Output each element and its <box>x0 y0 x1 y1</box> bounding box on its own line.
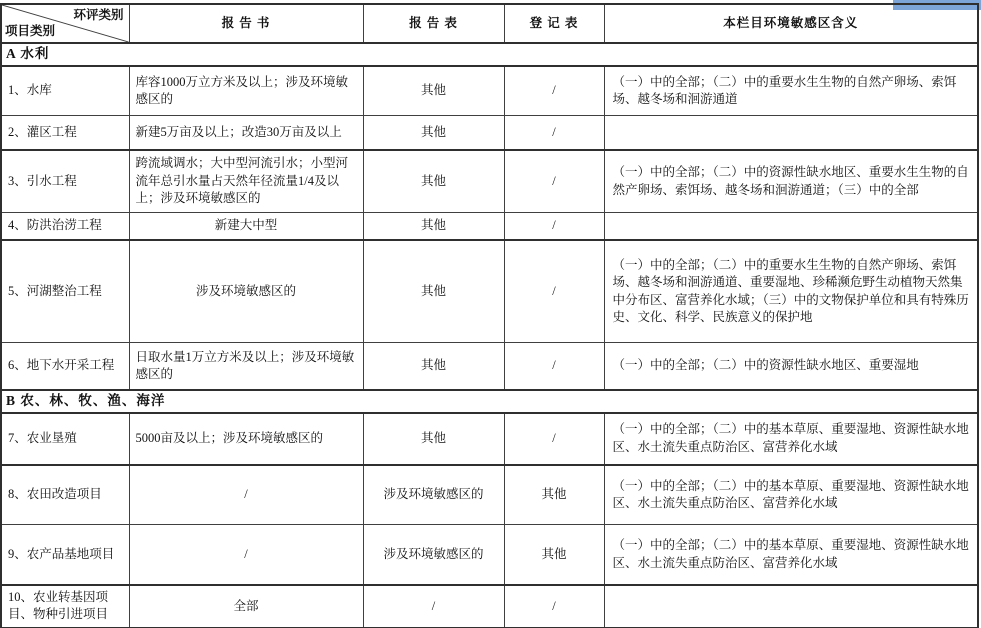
registration-form-cell: / <box>504 585 604 628</box>
registration-form-cell: / <box>504 413 604 465</box>
meaning-cell: （一）中的全部；（二）中的资源性缺水地区、重要水生生物的自然产卵场、索饵场、越冬场和洄游通道；（三）中的全部 <box>604 150 978 213</box>
registration-form-cell: / <box>504 150 604 213</box>
report-book-cell: 5000亩及以上；涉及环境敏感区的 <box>129 413 363 465</box>
report-book-cell: 日取水量1万立方米及以上；涉及环境敏感区的 <box>129 343 363 390</box>
header-eia-category: 环评类别 <box>73 8 124 22</box>
report-book-cell: / <box>129 465 363 525</box>
registration-form-cell: 其他 <box>504 465 604 525</box>
table-row <box>1 465 978 525</box>
meaning-cell <box>604 585 978 628</box>
table-header-row <box>1 4 978 43</box>
project-category-cell: 3、引水工程 <box>1 150 129 213</box>
eia-classification-table <box>0 3 979 628</box>
table-row <box>1 213 978 240</box>
section-b-label: B 农、林、牧、渔、海洋 <box>1 390 978 413</box>
report-form-cell: 其他 <box>363 66 504 116</box>
report-form-cell: 涉及环境敏感区的 <box>363 465 504 525</box>
table-row <box>1 116 978 150</box>
report-form-cell: 其他 <box>363 343 504 390</box>
project-category-cell: 9、农产品基地项目 <box>1 525 129 585</box>
report-form-cell: 其他 <box>363 150 504 213</box>
registration-form-cell: / <box>504 240 604 343</box>
meaning-cell: （一）中的全部；（二）中的重要水生生物的自然产卵场、索饵场、越冬场和洄游通道 <box>604 66 978 116</box>
report-form-cell: 涉及环境敏感区的 <box>363 525 504 585</box>
registration-form-cell: / <box>504 116 604 150</box>
header-sensitive-area-meaning: 本栏目环境敏感区含义 <box>604 4 978 43</box>
project-category-cell: 4、防洪治涝工程 <box>1 213 129 240</box>
project-category-cell: 6、地下水开采工程 <box>1 343 129 390</box>
meaning-cell: （一）中的全部；（二）中的基本草原、重要湿地、资源性缺水地区、水土流失重点防治区、富营养化水域 <box>604 413 978 465</box>
section-row-a <box>1 43 978 66</box>
table-row <box>1 585 978 628</box>
meaning-cell <box>604 213 978 240</box>
registration-form-cell: / <box>504 213 604 240</box>
table-row <box>1 150 978 213</box>
project-category-cell: 8、农田改造项目 <box>1 465 129 525</box>
project-category-cell: 2、灌区工程 <box>1 116 129 150</box>
meaning-cell: （一）中的全部；（二）中的基本草原、重要湿地、资源性缺水地区、水土流失重点防治区、富营养化水域 <box>604 465 978 525</box>
diagonal-header-cell <box>1 4 129 43</box>
meaning-cell <box>604 116 978 150</box>
table-row <box>1 240 978 343</box>
registration-form-cell: 其他 <box>504 525 604 585</box>
report-book-cell: 跨流域调水；大中型河流引水；小型河流年总引水量占天然年径流量1/4及以上；涉及环境敏感区的 <box>129 150 363 213</box>
meaning-cell: （一）中的全部；（二）中的重要水生生物的自然产卵场、索饵场、越冬场和洄游通道、重要湿地、珍稀濒危野生动植物天然集中分布区、富营养化水域；（三）中的文物保护单位和具有特殊历史、文化、科学、民族意义的保护地 <box>604 240 978 343</box>
project-category-cell: 5、河湖整治工程 <box>1 240 129 343</box>
project-category-cell: 10、农业转基因项目、物种引进项目 <box>1 585 129 628</box>
report-book-cell: 涉及环境敏感区的 <box>129 240 363 343</box>
report-form-cell: 其他 <box>363 413 504 465</box>
table-row <box>1 343 978 390</box>
project-category-cell: 7、农业垦殖 <box>1 413 129 465</box>
report-book-cell: 库容1000万立方米及以上；涉及环境敏感区的 <box>129 66 363 116</box>
report-form-cell: 其他 <box>363 116 504 150</box>
header-registration-form: 登 记 表 <box>504 4 604 43</box>
table-row <box>1 66 978 116</box>
report-form-cell: 其他 <box>363 240 504 343</box>
header-report-form: 报 告 表 <box>363 4 504 43</box>
header-project-category: 项目类别 <box>5 23 56 38</box>
registration-form-cell: / <box>504 66 604 116</box>
report-form-cell: 其他 <box>363 213 504 240</box>
report-form-cell: / <box>363 585 504 628</box>
section-a-label: A 水利 <box>1 43 978 66</box>
meaning-cell: （一）中的全部；（二）中的基本草原、重要湿地、资源性缺水地区、水土流失重点防治区、富营养化水域 <box>604 525 978 585</box>
project-category-cell: 1、水库 <box>1 66 129 116</box>
report-book-cell: 新建大中型 <box>129 213 363 240</box>
table-row <box>1 413 978 465</box>
header-report-book: 报 告 书 <box>129 4 363 43</box>
section-row-b <box>1 390 978 413</box>
report-book-cell: 新建5万亩及以上；改造30万亩及以上 <box>129 116 363 150</box>
report-book-cell: / <box>129 525 363 585</box>
meaning-cell: （一）中的全部；（二）中的资源性缺水地区、重要湿地 <box>604 343 978 390</box>
registration-form-cell: / <box>504 343 604 390</box>
table-row <box>1 525 978 585</box>
report-book-cell: 全部 <box>129 585 363 628</box>
